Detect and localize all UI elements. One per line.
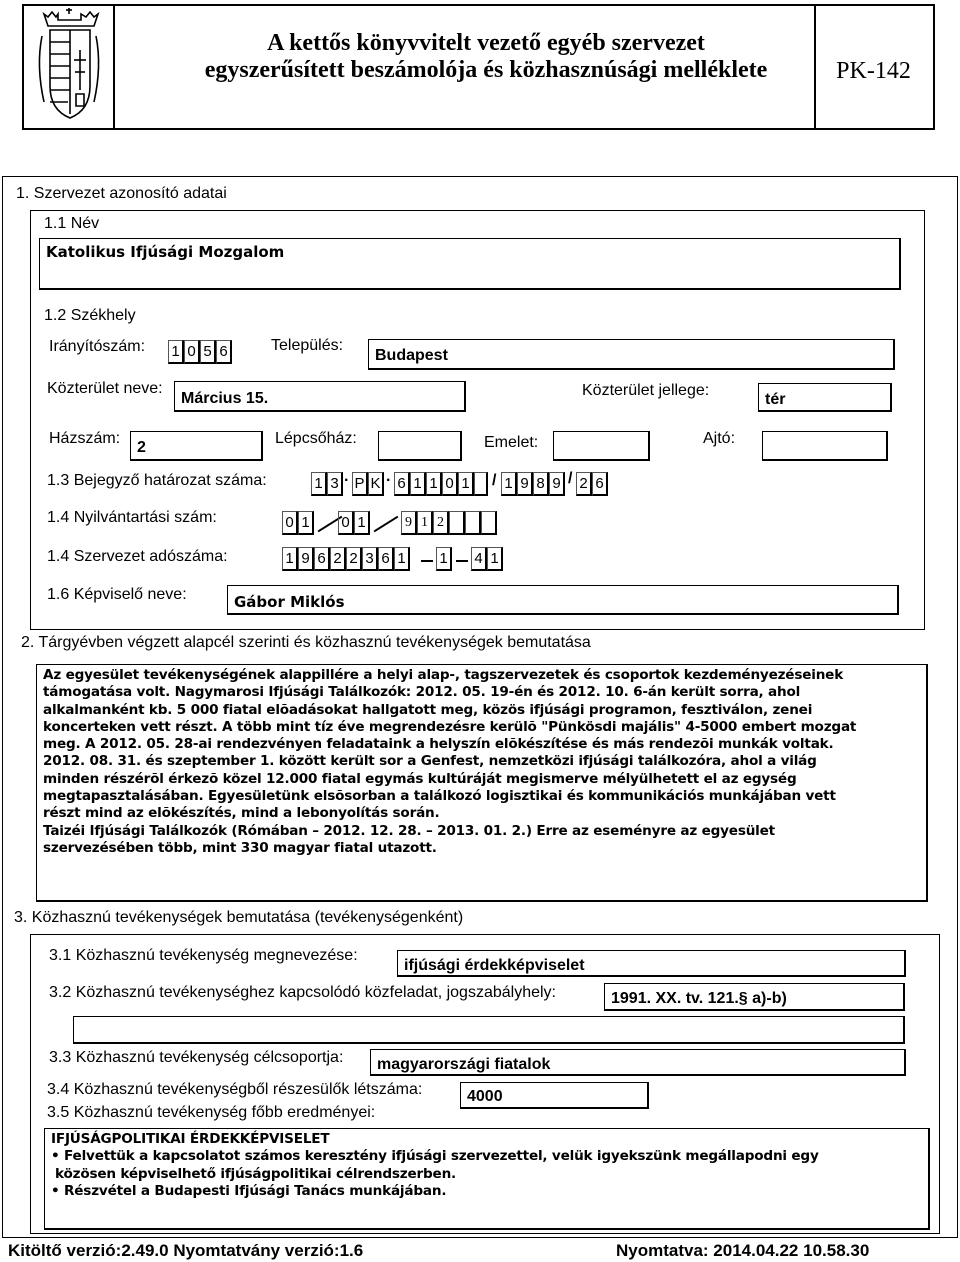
- section1-title: 1. Szervezet azonosító adatai: [16, 185, 227, 202]
- results-line: IFJÚSÁGPOLITIKAI ÉRDEKKÉPVISELET: [51, 1131, 330, 1147]
- reg-digit: 0: [338, 511, 354, 535]
- tax-number-label: 1.4 Szervezet adószáma:: [47, 548, 228, 565]
- street-label: Közterület neve:: [47, 380, 163, 397]
- zip-digit: 0: [184, 340, 200, 364]
- door-label: Ajtó:: [703, 430, 736, 447]
- reg-digit: [465, 511, 481, 535]
- court-group1[interactable]: [311, 472, 343, 496]
- activity-line: minden részérõl érkezõ közel 12.000 fiatal egymás kultúráját megismerve mélyülhetett el az egység: [43, 770, 797, 787]
- activity-line: Az egyesület tevékenységének alappillére a helyi alap-, tagszervezetek és csoportok kezdeményezéseinek: [43, 667, 844, 683]
- target-group-label: 3.3 Közhasznú tevékenység célcsoportja:: [49, 1049, 344, 1066]
- tax-group3[interactable]: [471, 547, 503, 571]
- court-digit: 1: [501, 472, 517, 496]
- court-slash: /: [492, 472, 497, 489]
- reg-digit: 1: [354, 511, 370, 535]
- activity-line: részt mind az elõkészítés, mind a lebonyolítás során.: [43, 805, 440, 822]
- activity-description[interactable]: [36, 664, 928, 902]
- stair-label: Lépcsőház:: [275, 430, 357, 447]
- tax-digit: 4: [471, 547, 487, 571]
- court-digit: 8: [533, 472, 549, 496]
- court-digit: 9: [517, 472, 533, 496]
- tax-digit: 1: [436, 547, 452, 571]
- reg-digit: 2: [433, 511, 449, 535]
- representative-label: 1.6 Képviselő neve:: [47, 586, 187, 603]
- court-digit: 3: [327, 472, 343, 496]
- public-task-field-2[interactable]: [73, 1016, 905, 1044]
- street-type-field[interactable]: tér: [758, 383, 892, 412]
- reg-digit: 1: [298, 511, 314, 535]
- registration-label: 1.4 Nyilvántartási szám:: [47, 509, 217, 526]
- activity-line: meg. A 2012. 05. 28-ai rendezvényen feladataink a helyszín elõkészítése és más rendezõi munkák voltak.: [43, 736, 834, 753]
- tax-digit: 1: [282, 547, 298, 571]
- participant-count-field[interactable]: 4000: [460, 1082, 649, 1109]
- court-digit: 6: [592, 472, 608, 496]
- court-group2[interactable]: [352, 472, 384, 496]
- court-digit: P: [352, 472, 368, 496]
- public-activity-name-label: 3.1 Közhasznú tevékenység megnevezése:: [49, 947, 358, 964]
- street-type-label: Közterület jellege:: [582, 382, 710, 399]
- tax-digit: 1: [487, 547, 503, 571]
- court-digit: [474, 472, 488, 496]
- court-slash: /: [568, 470, 573, 487]
- form-code: PK-142: [836, 58, 911, 84]
- court-digit: 0: [442, 472, 458, 496]
- public-task-field[interactable]: 1991. XX. tv. 121.§ a)-b): [604, 983, 905, 1011]
- court-digit: 2: [576, 472, 592, 496]
- reg-digit: 0: [282, 511, 298, 535]
- stair-field[interactable]: [378, 431, 462, 461]
- zip-digit: 5: [200, 340, 216, 364]
- reg-digit: [481, 511, 497, 535]
- activity-line: alkalmanként kb. 5 000 fiatal elõadásokat hallgatott meg, közös ifjúsági programon, fesztiválon, zenei: [43, 701, 813, 718]
- reg-group2[interactable]: [338, 511, 370, 535]
- tax-digit: 6: [314, 547, 330, 571]
- results-line: közösen képviselhető ifjúságpolitikai célrendszerben.: [55, 1165, 457, 1182]
- court-decision-label: 1.3 Bejegyző határozat száma:: [47, 472, 267, 489]
- public-task-label: 3.2 Közhasznú tevékenységhez kapcsolódó közfeladat, jogszabályhely:: [49, 984, 556, 1001]
- floor-label: Emelet:: [484, 434, 539, 451]
- city-label: Település:: [271, 337, 344, 354]
- court-group3[interactable]: [394, 472, 488, 496]
- footer-printed: Nyomtatva: 2014.04.22 10.58.30: [616, 1241, 870, 1260]
- zip-digit: 1: [168, 340, 184, 364]
- city-field[interactable]: Budapest: [368, 339, 895, 370]
- target-group-field[interactable]: magyarországi fiatalok: [370, 1049, 906, 1076]
- reg-digit: 9: [401, 511, 417, 535]
- name-field[interactable]: Katolikus Ifjúsági Mozgalom: [39, 238, 901, 290]
- court-digit: 1: [410, 472, 426, 496]
- results-label: 3.5 Közhasznú tevékenység főbb eredményei:: [47, 1104, 376, 1121]
- results-line: • Részvétel a Budapesti Ifjúsági Tanács munkájában.: [51, 1182, 447, 1199]
- activity-line: szervezésében több, mint 330 magyar fiatal utazott.: [43, 839, 437, 856]
- activity-line: támogatása volt. Nagymarosi Ifjúsági Találkozók: 2012. 05. 19-én és 2012. 10. 6-án került sorra, ahol: [43, 684, 801, 701]
- form-title: [139, 30, 833, 84]
- court-digit: 1: [458, 472, 474, 496]
- court-dot: ·: [386, 472, 392, 489]
- representative-field[interactable]: Gábor Miklós: [227, 585, 899, 615]
- court-digit: K: [368, 472, 384, 496]
- reg-digit: [449, 511, 465, 535]
- court-digit: 6: [394, 472, 410, 496]
- floor-field[interactable]: [553, 431, 650, 461]
- zip-digit: 6: [216, 340, 232, 364]
- activity-line: koncerteken vett részt. A több mint tíz éve megrendezésre kerülõ "Pünkösdi majális" 4-5000 embert mozgat: [43, 718, 857, 735]
- results-description[interactable]: [44, 1128, 930, 1230]
- zip-label: Irányítószám:: [49, 338, 146, 355]
- form-header: [22, 4, 935, 130]
- seat-label: 1.2 Székhely: [44, 307, 136, 324]
- activity-line: megtapasztalásában. Egyesületünk elsõsorban a találkozó logisztikai és kommunikációs munkájában vett: [43, 788, 836, 805]
- tax-digit: 2: [330, 547, 346, 571]
- reg-group1[interactable]: [282, 511, 314, 535]
- court-digit: 9: [549, 472, 565, 496]
- tax-digit: 9: [298, 547, 314, 571]
- crest-cell: [24, 6, 115, 128]
- court-digit: 1: [426, 472, 442, 496]
- house-field[interactable]: 2: [130, 431, 263, 461]
- zip-digits[interactable]: [168, 340, 232, 364]
- activity-line: 2012. 08. 31. és szeptember 1. között került sor a Genfest, nemzetközi ifjúsági találkozóra, ahol a világ: [43, 753, 817, 770]
- form-title-line2: egyszerűsített beszámolója és közhasznúsági melléklete: [204, 57, 768, 83]
- tax-dash: [421, 560, 433, 562]
- tax-group1[interactable]: [282, 547, 410, 571]
- form-title-line1: A kettős könyvvitelt vezető egyéb szervezet: [267, 30, 705, 56]
- section2-title: 2. Tárgyévben végzett alapcél szerinti és közhasznú tevékenységek bemutatása: [21, 634, 591, 651]
- tax-digit: 1: [394, 547, 410, 571]
- public-activity-name-field[interactable]: ifjúsági érdekképviselet: [397, 950, 906, 977]
- court-group5[interactable]: [576, 472, 608, 496]
- results-line: • Felvettük a kapcsolatot számos keresztény ifjúsági szervezettel, velük igyekszünk megállapodni egy: [51, 1148, 819, 1165]
- hungarian-crest-icon: [24, 6, 115, 128]
- footer-version: Kitöltő verzió:2.49.0 Nyomtatvány verzió:1.6: [8, 1241, 364, 1260]
- court-digit: 1: [311, 472, 327, 496]
- name-label: 1.1 Név: [44, 215, 100, 232]
- court-group4[interactable]: [501, 472, 565, 496]
- house-label: Házszám:: [49, 430, 121, 447]
- reg-digit: 1: [417, 511, 433, 535]
- participant-count-label: 3.4 Közhasznú tevékenységből részesülők létszáma:: [47, 1081, 423, 1098]
- street-field[interactable]: Március 15.: [174, 381, 466, 412]
- tax-digit: 2: [346, 547, 362, 571]
- tax-group2[interactable]: [436, 547, 452, 571]
- door-field[interactable]: [762, 431, 888, 461]
- reg-group3[interactable]: [401, 511, 497, 535]
- activity-line: Taizéi Ifjúsági Találkozók (Rómában – 2012. 12. 28. – 2013. 01. 2.) Erre az eseményre az egyesület: [43, 822, 775, 839]
- court-dot: ·: [344, 472, 350, 489]
- section3-title: 3. Közhasznú tevékenységek bemutatása (tevékenységenként): [14, 909, 464, 926]
- tax-digit: 3: [362, 547, 378, 571]
- tax-digit: 6: [378, 547, 394, 571]
- tax-dash: [456, 560, 468, 562]
